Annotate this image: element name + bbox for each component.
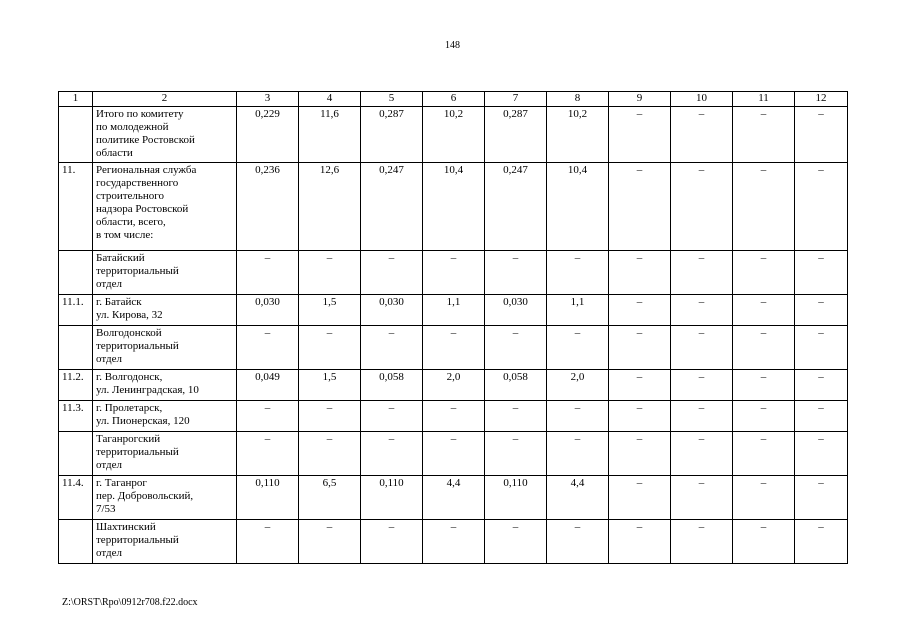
column-header: 12 bbox=[795, 92, 848, 107]
cell-value: 0,049 bbox=[237, 370, 299, 401]
cell-value: – bbox=[733, 163, 795, 251]
cell-value: – bbox=[795, 520, 848, 564]
table-row bbox=[59, 432, 848, 476]
column-header: 4 bbox=[299, 92, 361, 107]
cell-value: – bbox=[795, 107, 848, 163]
cell-value: – bbox=[547, 520, 609, 564]
column-header: 5 bbox=[361, 92, 423, 107]
table-row bbox=[59, 476, 848, 520]
table-row bbox=[59, 401, 848, 432]
cell-value: – bbox=[671, 432, 733, 476]
cell-value: 0,247 bbox=[361, 163, 423, 251]
cell-value: – bbox=[609, 401, 671, 432]
row-number: 11. bbox=[59, 163, 93, 251]
cell-value: – bbox=[733, 370, 795, 401]
cell-value: – bbox=[671, 163, 733, 251]
cell-value: – bbox=[609, 370, 671, 401]
column-header: 2 bbox=[93, 92, 237, 107]
column-header: 7 bbox=[485, 92, 547, 107]
table-row bbox=[59, 251, 848, 295]
cell-value: – bbox=[237, 401, 299, 432]
cell-value: – bbox=[299, 401, 361, 432]
cell-value: – bbox=[237, 432, 299, 476]
cell-value: – bbox=[299, 251, 361, 295]
cell-value: 0,287 bbox=[485, 107, 547, 163]
cell-value: – bbox=[547, 326, 609, 370]
cell-value: – bbox=[237, 251, 299, 295]
column-header: 6 bbox=[423, 92, 485, 107]
table-body bbox=[59, 107, 848, 564]
cell-value: – bbox=[609, 107, 671, 163]
cell-value: – bbox=[733, 401, 795, 432]
cell-value: – bbox=[485, 251, 547, 295]
cell-value: – bbox=[671, 401, 733, 432]
cell-value: 1,5 bbox=[299, 295, 361, 326]
cell-value: – bbox=[671, 107, 733, 163]
cell-value: 0,030 bbox=[485, 295, 547, 326]
row-number: 11.1. bbox=[59, 295, 93, 326]
cell-value: 0,287 bbox=[361, 107, 423, 163]
cell-value: 0,030 bbox=[361, 295, 423, 326]
cell-value: 12,6 bbox=[299, 163, 361, 251]
cell-value: – bbox=[795, 295, 848, 326]
cell-value: – bbox=[671, 295, 733, 326]
cell-value: – bbox=[485, 326, 547, 370]
cell-value: – bbox=[423, 326, 485, 370]
header-row bbox=[59, 92, 848, 107]
cell-value: 0,229 bbox=[237, 107, 299, 163]
table-row bbox=[59, 370, 848, 401]
cell-value: 0,110 bbox=[361, 476, 423, 520]
data-table bbox=[58, 91, 848, 564]
page-number: 148 bbox=[445, 40, 460, 51]
cell-value: 0,110 bbox=[485, 476, 547, 520]
cell-value: 0,110 bbox=[237, 476, 299, 520]
cell-value: 10,4 bbox=[423, 163, 485, 251]
cell-value: – bbox=[795, 326, 848, 370]
cell-value: – bbox=[547, 251, 609, 295]
cell-value: 1,1 bbox=[547, 295, 609, 326]
cell-value: – bbox=[733, 520, 795, 564]
cell-value: 10,2 bbox=[423, 107, 485, 163]
cell-value: – bbox=[423, 520, 485, 564]
cell-value: 1,1 bbox=[423, 295, 485, 326]
cell-value: – bbox=[361, 251, 423, 295]
row-name: Батайский территориальный отдел bbox=[93, 251, 237, 295]
cell-value: 0,236 bbox=[237, 163, 299, 251]
column-header: 10 bbox=[671, 92, 733, 107]
cell-value: – bbox=[237, 520, 299, 564]
row-number: 11.2. bbox=[59, 370, 93, 401]
cell-value: – bbox=[733, 251, 795, 295]
table-row bbox=[59, 326, 848, 370]
cell-value: – bbox=[795, 370, 848, 401]
cell-value: – bbox=[733, 326, 795, 370]
cell-value: – bbox=[733, 107, 795, 163]
cell-value: – bbox=[733, 432, 795, 476]
table-row bbox=[59, 163, 848, 251]
cell-value: – bbox=[795, 476, 848, 520]
cell-value: – bbox=[361, 401, 423, 432]
cell-value: 4,4 bbox=[423, 476, 485, 520]
cell-value: – bbox=[299, 520, 361, 564]
cell-value: 0,030 bbox=[237, 295, 299, 326]
row-number bbox=[59, 520, 93, 564]
cell-value: – bbox=[423, 432, 485, 476]
cell-value: 0,058 bbox=[361, 370, 423, 401]
cell-value: – bbox=[299, 326, 361, 370]
cell-value: – bbox=[671, 520, 733, 564]
cell-value: – bbox=[795, 251, 848, 295]
cell-value: – bbox=[485, 401, 547, 432]
cell-value: – bbox=[485, 520, 547, 564]
cell-value: – bbox=[671, 326, 733, 370]
row-number bbox=[59, 432, 93, 476]
cell-value: 2,0 bbox=[423, 370, 485, 401]
cell-value: – bbox=[237, 326, 299, 370]
row-number: 11.4. bbox=[59, 476, 93, 520]
cell-value: 4,4 bbox=[547, 476, 609, 520]
footer-file-path: Z:\ORST\Rpo\0912r708.f22.docx bbox=[62, 597, 198, 608]
cell-value: – bbox=[609, 476, 671, 520]
cell-value: – bbox=[609, 163, 671, 251]
table-row bbox=[59, 520, 848, 564]
cell-value: – bbox=[795, 401, 848, 432]
column-header: 11 bbox=[733, 92, 795, 107]
cell-value: 11,6 bbox=[299, 107, 361, 163]
row-name: Итого по комитету по молодежной политике Ростовской области bbox=[93, 107, 237, 163]
row-number bbox=[59, 326, 93, 370]
cell-value: – bbox=[361, 326, 423, 370]
cell-value: – bbox=[547, 432, 609, 476]
row-name: г. Таганрог пер. Добровольский, 7/53 bbox=[93, 476, 237, 520]
cell-value: 0,058 bbox=[485, 370, 547, 401]
cell-value: – bbox=[299, 432, 361, 476]
row-name: Региональная служба государственного строительного надзора Ростовской области, всего, в том числе: bbox=[93, 163, 237, 251]
row-name: Шахтинский территориальный отдел bbox=[93, 520, 237, 564]
cell-value: – bbox=[733, 295, 795, 326]
cell-value: – bbox=[423, 251, 485, 295]
cell-value: – bbox=[361, 432, 423, 476]
table-row bbox=[59, 295, 848, 326]
row-name: г. Волгодонск, ул. Ленинградская, 10 bbox=[93, 370, 237, 401]
column-header: 8 bbox=[547, 92, 609, 107]
cell-value: – bbox=[795, 163, 848, 251]
cell-value: – bbox=[423, 401, 485, 432]
row-name: г. Батайск ул. Кирова, 32 bbox=[93, 295, 237, 326]
column-header: 1 bbox=[59, 92, 93, 107]
cell-value: – bbox=[671, 251, 733, 295]
row-name: г. Пролетарск, ул. Пионерская, 120 bbox=[93, 401, 237, 432]
cell-value: – bbox=[547, 401, 609, 432]
row-number bbox=[59, 107, 93, 163]
column-header: 9 bbox=[609, 92, 671, 107]
cell-value: 6,5 bbox=[299, 476, 361, 520]
cell-value: – bbox=[609, 520, 671, 564]
cell-value: – bbox=[671, 370, 733, 401]
cell-value: – bbox=[485, 432, 547, 476]
cell-value: – bbox=[609, 326, 671, 370]
row-name: Волгодонской территориальный отдел bbox=[93, 326, 237, 370]
cell-value: – bbox=[361, 520, 423, 564]
cell-value: – bbox=[733, 476, 795, 520]
cell-value: – bbox=[609, 295, 671, 326]
cell-value: 0,247 bbox=[485, 163, 547, 251]
row-name: Таганрогский территориальный отдел bbox=[93, 432, 237, 476]
column-header: 3 bbox=[237, 92, 299, 107]
cell-value: 10,2 bbox=[547, 107, 609, 163]
row-number: 11.3. bbox=[59, 401, 93, 432]
cell-value: 1,5 bbox=[299, 370, 361, 401]
cell-value: – bbox=[795, 432, 848, 476]
cell-value: 10,4 bbox=[547, 163, 609, 251]
cell-value: – bbox=[671, 476, 733, 520]
cell-value: – bbox=[609, 432, 671, 476]
table-row bbox=[59, 107, 848, 163]
cell-value: 2,0 bbox=[547, 370, 609, 401]
cell-value: – bbox=[609, 251, 671, 295]
row-number bbox=[59, 251, 93, 295]
